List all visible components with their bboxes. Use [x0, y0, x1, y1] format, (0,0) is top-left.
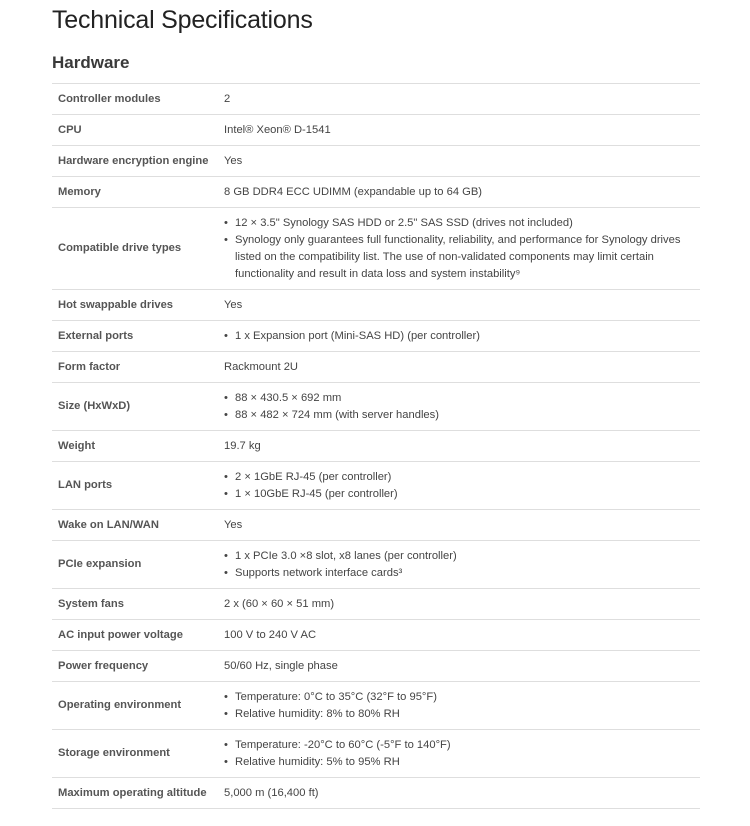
spec-label: Power frequency [52, 651, 224, 682]
spec-row-operating-environment [52, 682, 700, 730]
list-item: • Synology only guarantees full functionality, reliability, and performance for Synology drives listed on the compatibility list. The use of non-validated components may limit certain functionality and result in data loss and system instability⁹ [224, 232, 700, 283]
spec-label: Memory [52, 177, 224, 208]
spec-value [224, 321, 700, 352]
spec-row-compatible-drive-types [52, 208, 700, 290]
spec-label: Storage environment [52, 730, 224, 778]
hardware-spec-table [52, 83, 700, 809]
spec-value: 2 [224, 84, 700, 115]
spec-row-controller-modules [52, 84, 700, 115]
spec-row-memory [52, 177, 700, 208]
spec-label: Wake on LAN/WAN [52, 510, 224, 541]
spec-row-form-factor [52, 352, 700, 383]
spec-value-list [224, 328, 700, 345]
spec-label: LAN ports [52, 462, 224, 510]
list-item: • 12 × 3.5" Synology SAS HDD or 2.5" SAS SSD (drives not included) [224, 215, 700, 232]
spec-value-list [224, 215, 700, 283]
spec-value: Rackmount 2U [224, 352, 700, 383]
spec-label: External ports [52, 321, 224, 352]
spec-label: Size (HxWxD) [52, 383, 224, 431]
spec-value: 19.7 kg [224, 431, 700, 462]
spec-row-system-fans [52, 589, 700, 620]
list-item: • 1 × 10GbE RJ-45 (per controller) [224, 486, 700, 503]
spec-value: 50/60 Hz, single phase [224, 651, 700, 682]
spec-label: CPU [52, 115, 224, 146]
spec-value: 8 GB DDR4 ECC UDIMM (expandable up to 64 GB) [224, 177, 700, 208]
spec-value-list [224, 469, 700, 503]
spec-value [224, 730, 700, 778]
spec-label: Hot swappable drives [52, 290, 224, 321]
spec-value: Yes [224, 510, 700, 541]
spec-value [224, 462, 700, 510]
spec-value [224, 208, 700, 290]
spec-row-cpu [52, 115, 700, 146]
spec-label: Weight [52, 431, 224, 462]
list-item: • 1 x PCIe 3.0 ×8 slot, x8 lanes (per controller) [224, 548, 700, 565]
spec-row-ac-input-voltage [52, 620, 700, 651]
spec-value: Yes [224, 290, 700, 321]
list-item: • Temperature: 0°C to 35°C (32°F to 95°F) [224, 689, 700, 706]
spec-label: Controller modules [52, 84, 224, 115]
spec-row-size [52, 383, 700, 431]
spec-row-hot-swappable [52, 290, 700, 321]
list-item: • Relative humidity: 8% to 80% RH [224, 706, 700, 723]
spec-row-power-frequency [52, 651, 700, 682]
spec-label: Operating environment [52, 682, 224, 730]
spec-row-pcie-expansion [52, 541, 700, 589]
spec-value-list [224, 689, 700, 723]
spec-row-storage-environment [52, 730, 700, 778]
spec-value-list [224, 390, 700, 424]
spec-value [224, 383, 700, 431]
list-item: • Temperature: -20°C to 60°C (-5°F to 140°F) [224, 737, 700, 754]
spec-value: Yes [224, 146, 700, 177]
list-item: • 1 x Expansion port (Mini-SAS HD) (per controller) [224, 328, 700, 345]
section-title: Hardware [52, 53, 130, 72]
list-item: • Supports network interface cards³ [224, 565, 700, 582]
list-item: • Relative humidity: 5% to 95% RH [224, 754, 700, 771]
list-item: • 88 × 482 × 724 mm (with server handles) [224, 407, 700, 424]
spec-row-external-ports [52, 321, 700, 352]
spec-value [224, 541, 700, 589]
spec-value [224, 682, 700, 730]
spec-value: 100 V to 240 V AC [224, 620, 700, 651]
spec-label: AC input power voltage [52, 620, 224, 651]
list-item: • 2 × 1GbE RJ-45 (per controller) [224, 469, 700, 486]
page-title: Technical Specifications [52, 6, 313, 34]
spec-row-wake-on-lan [52, 510, 700, 541]
spec-label: PCIe expansion [52, 541, 224, 589]
spec-value-list [224, 548, 700, 582]
spec-label: Form factor [52, 352, 224, 383]
spec-value: 5,000 m (16,400 ft) [224, 778, 700, 809]
spec-row-hardware-encryption [52, 146, 700, 177]
spec-value: Intel® Xeon® D-1541 [224, 115, 700, 146]
spec-label: Compatible drive types [52, 208, 224, 290]
spec-row-weight [52, 431, 700, 462]
list-item: • 88 × 430.5 × 692 mm [224, 390, 700, 407]
spec-value: 2 x (60 × 60 × 51 mm) [224, 589, 700, 620]
spec-label: Hardware encryption engine [52, 146, 224, 177]
spec-row-max-operating-altitude [52, 778, 700, 809]
spec-label: System fans [52, 589, 224, 620]
spec-row-lan-ports [52, 462, 700, 510]
spec-value-list [224, 737, 700, 771]
spec-label: Maximum operating altitude [52, 778, 224, 809]
